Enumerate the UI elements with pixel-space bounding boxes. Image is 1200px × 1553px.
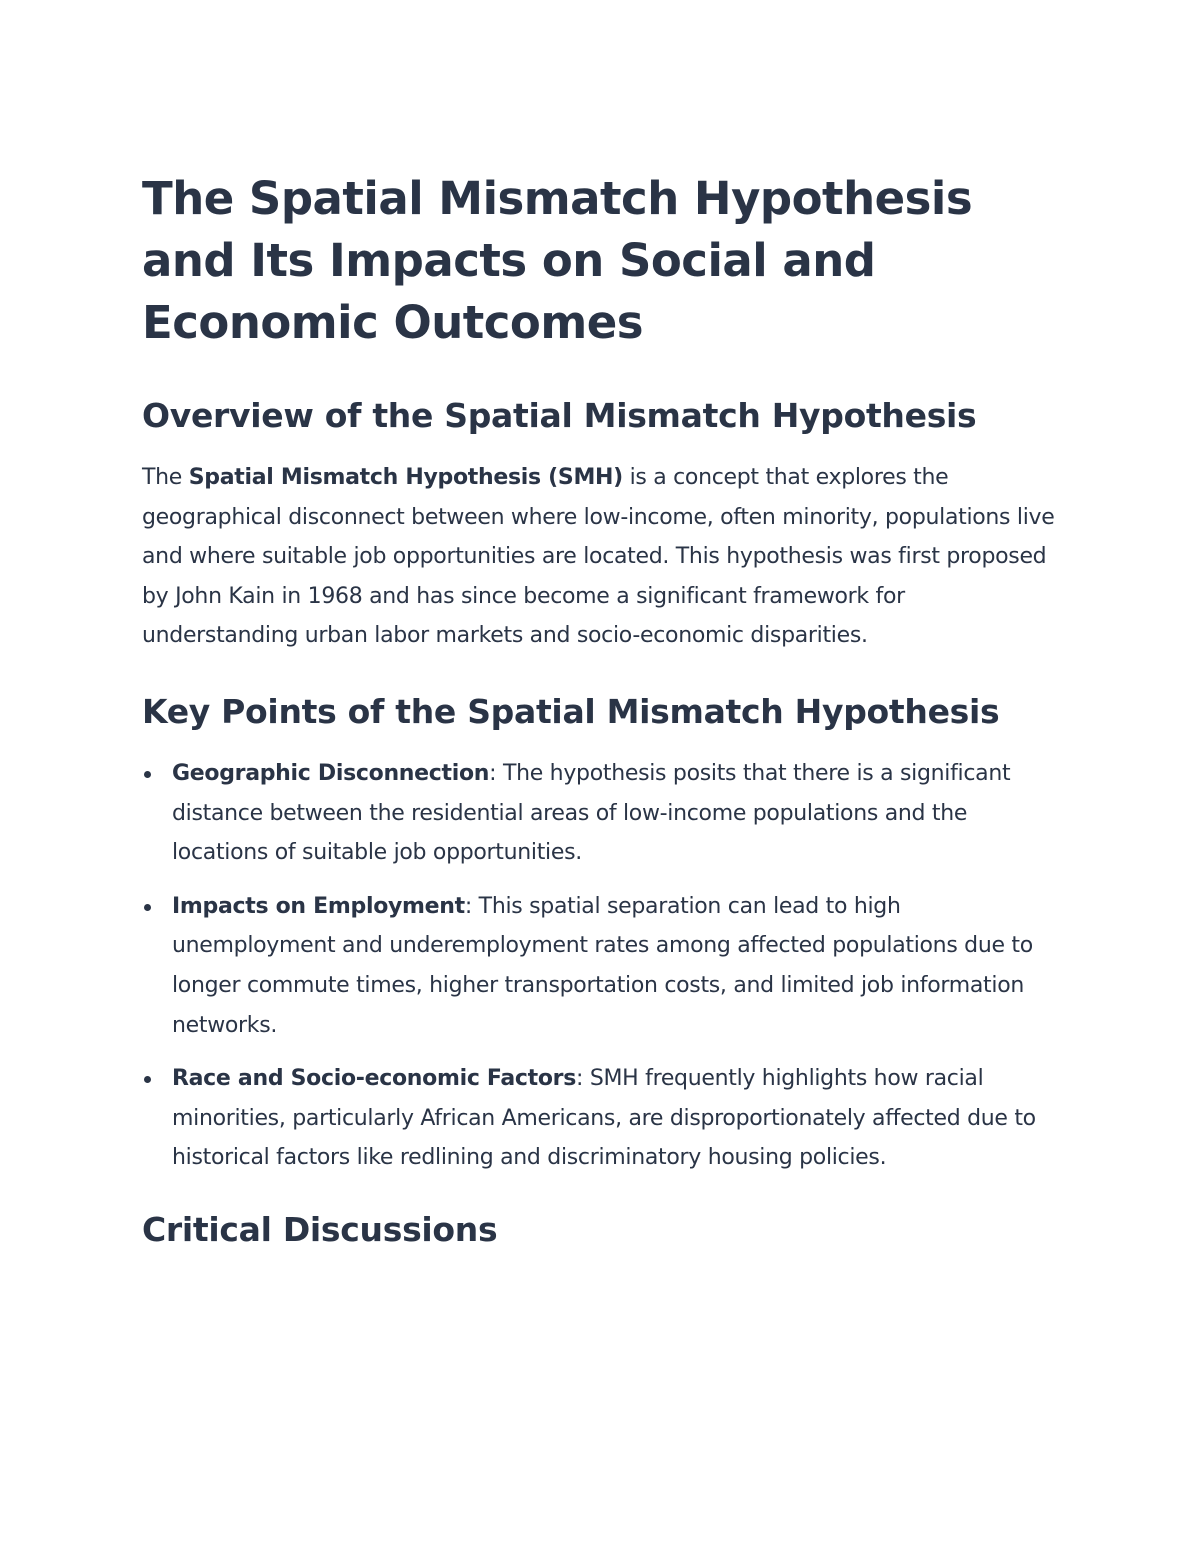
overview-rest: is a concept that explores the geographical disconnect between where low-income, often minority, populations live and where suitable job opportunities are located. This hypothesis was first proposed by John Kain in 1968 and has since become a significant framework for understanding urban labor markets and socio-economic disparities. xyxy=(142,465,1055,649)
document-page xyxy=(142,168,1062,1252)
list-item xyxy=(142,754,1062,873)
bullet-icon xyxy=(144,771,151,778)
list-item-term: Geographic Disconnection xyxy=(172,760,490,786)
section-heading-key-points: Key Points of the Spatial Mismatch Hypothesis xyxy=(142,691,1000,731)
key-points-list xyxy=(142,754,1062,1178)
section-heading-overview: Overview of the Spatial Mismatch Hypothesis xyxy=(142,396,977,435)
overview-prefix: The xyxy=(142,465,189,490)
list-item-term: Race and Socio-economic Factors xyxy=(172,1066,577,1092)
bullet-icon xyxy=(144,1076,151,1083)
overview-paragraph xyxy=(142,458,1062,656)
list-item-text: : This spatial separation can lead to high unemployment and underemployment rates among affected populations due to longer commute times, higher transportation costs, and limited job information networks. xyxy=(172,893,1033,1038)
bullet-icon xyxy=(144,904,151,911)
document-title: The Spatial Mismatch Hypothesis and Its Impacts on Social and Economic Outcomes xyxy=(142,172,973,349)
list-item-text: : The hypothesis posits that there is a significant distance between the residential areas of low-income populations and the locations of suitable job opportunities. xyxy=(172,760,1011,866)
section-heading-critical-discussions: Critical Discussions xyxy=(142,1209,498,1249)
list-item-term: Impacts on Employment xyxy=(172,893,465,919)
list-item xyxy=(142,1059,1062,1178)
list-item xyxy=(142,887,1062,1045)
overview-term: Spatial Mismatch Hypothesis (SMH) xyxy=(188,465,623,490)
list-item-text: : SMH frequently highlights how racial minorities, particularly African Americans, are disproportionately affected due to historical factors like redlining and discriminatory housing policies. xyxy=(172,1066,1036,1171)
